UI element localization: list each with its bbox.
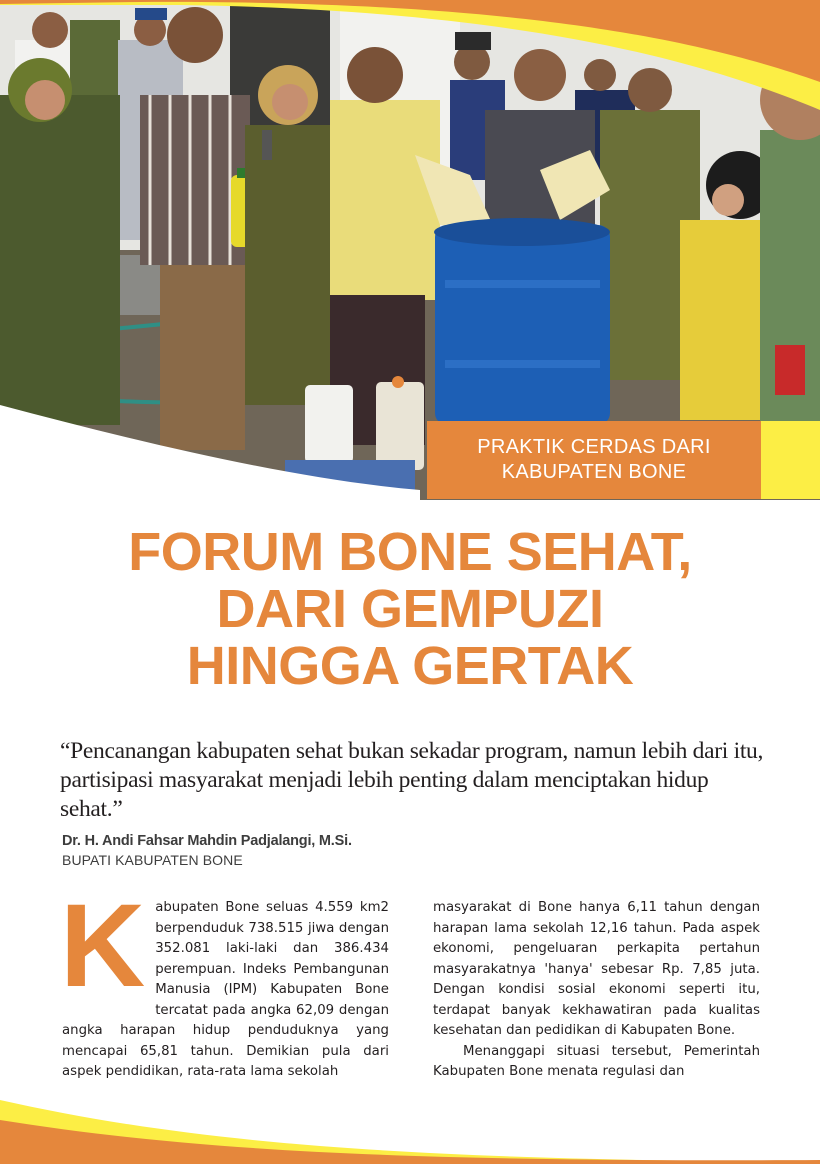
quote-author-role: BUPATI KABUPATEN BONE: [62, 852, 243, 868]
section-label-yellow-accent: [761, 421, 820, 499]
body-paragraph-1-continued: masyarakat di Bone hanya 6,11 tahun dengan harapan lama sekolah 12,16 tahun. Pada aspek ekonomi, pengeluaran perkapita pertahun masyarakatnya 'hanya' sebesar Rp. 7,85 juta. Dengan kondisi sosial ekonomi seperti itu, terdapat banyak kekhawatiran pada kualitas kesehatan dan pedidikan di Kabupaten Bone.: [433, 900, 760, 1038]
quote-author: Dr. H. Andi Fahsar Mahdin Padjalangi, M.Si.: [62, 833, 352, 849]
body-column-left: [60, 880, 389, 1083]
bottom-decorative-swoosh: [0, 1090, 820, 1164]
section-label-box: [427, 421, 761, 499]
title-line-1: FORUM BONE SEHAT,: [128, 522, 692, 582]
drop-cap: K: [60, 880, 146, 1012]
article-title: [0, 524, 820, 695]
section-label-line2: KABUPATEN BONE: [501, 461, 687, 483]
body-paragraph-2: Menanggapi situasi tersebut, Pemerintah Kabupaten Bone menata regulasi dan: [433, 1043, 760, 1079]
section-label-line1: PRAKTIK CERDAS DARI: [477, 436, 711, 458]
body-column-right: [433, 898, 760, 1083]
title-line-2: DARI GEMPUZI: [216, 579, 604, 639]
pull-quote: “Pencanangan kabupaten sehat bukan sekadar program, namun lebih dari itu, partisipasi masyarakat menjadi lebih penting dalam menciptakan hidup sehat.”: [60, 738, 764, 822]
title-line-3: HINGGA GERTAK: [186, 636, 634, 696]
body-paragraph-1: abupaten Bone seluas 4.559 km2 berpenduduk 738.515 jiwa dengan 352.081 laki-laki dan 386.434 perempuan. Indeks Pembangunan Manusia (IPM) Kabupaten Bone tercatat pada angka 62,09 dengan angka harapan hidup penduduknya yang mencapai 65,81 tahun. Demikian pula dari aspek pendidikan, rata-rata lama sekolah: [62, 900, 389, 1079]
